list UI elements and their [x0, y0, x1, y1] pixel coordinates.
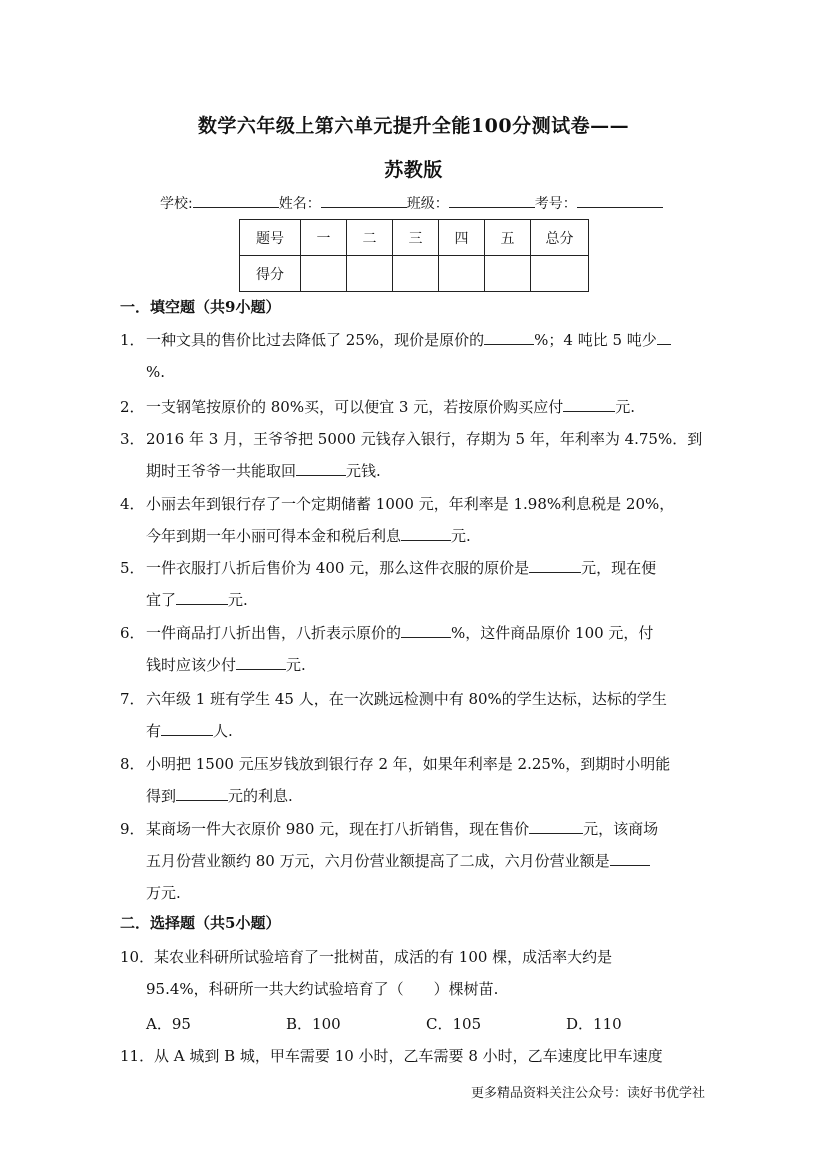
- score-row-label: 得分: [240, 256, 301, 292]
- answer-blank[interactable]: [161, 720, 213, 736]
- answer-blank[interactable]: [176, 785, 228, 801]
- name-blank[interactable]: [321, 193, 407, 208]
- answer-blank[interactable]: [236, 654, 286, 670]
- class-label: 班级：: [406, 196, 449, 212]
- option-a[interactable]: A．95: [146, 1015, 191, 1033]
- question-11: 11．从 A 城到 B 城，甲车需要 10 小时，乙车需要 8 小时，乙车速度比甲车速度: [120, 1047, 663, 1065]
- option-b[interactable]: B．100: [286, 1015, 341, 1033]
- score-table-score-row: [240, 256, 589, 292]
- answer-blank[interactable]: [529, 557, 581, 573]
- score-cell[interactable]: [301, 256, 347, 292]
- score-cell[interactable]: [531, 256, 589, 292]
- score-header-cell: 总分: [531, 220, 589, 256]
- name-label: 姓名：: [278, 196, 321, 212]
- score-table-header-row: [240, 220, 589, 256]
- option-d[interactable]: D．110: [566, 1015, 622, 1033]
- exam-title-line1: 数学六年级上第六单元提升全能100分测试卷——: [197, 115, 630, 137]
- answer-blank[interactable]: [610, 850, 650, 866]
- question-3: 3．2016 年 3 月，王爷爷把 5000 元钱存入银行，存期为 5 年，年利率为 4.75%．到 期时王爷爷一共能取回 元钱.: [120, 430, 703, 480]
- score-cell[interactable]: [485, 256, 531, 292]
- question-1: 1．一种文具的售价比过去降低了 25%，现价是原价的 %；4 吨比 5 吨少 %.: [120, 324, 710, 388]
- class-blank[interactable]: [449, 193, 535, 208]
- question-10-options: [146, 1013, 706, 1034]
- score-header-cell: 四: [439, 220, 485, 256]
- answer-blank[interactable]: [657, 329, 671, 345]
- section-fill-in-heading: 一．填空题（共9小题）: [120, 298, 281, 316]
- question-7: 7．六年级 1 班有学生 45 人，在一次跳远检测中有 80%的学生达标，达标的学生 有 人.: [120, 690, 667, 740]
- score-header-cell: 一: [301, 220, 347, 256]
- score-header-cell: 三: [393, 220, 439, 256]
- question-9: 9．某商场一件大衣原价 980 元，现在打八折销售，现在售价 元，该商场 五月份营业额约 80 万元，六月份营业额提高了二成，六月份营业额是 万元.: [120, 820, 659, 902]
- score-header-cell: 五: [485, 220, 531, 256]
- score-cell[interactable]: [439, 256, 485, 292]
- footer-note: 更多精品资料关注公众号：读好书优学社: [470, 1086, 705, 1101]
- answer-blank[interactable]: [401, 525, 451, 541]
- exam-number-blank[interactable]: [577, 193, 663, 208]
- answer-blank[interactable]: [296, 460, 346, 476]
- answer-blank[interactable]: [176, 589, 228, 605]
- score-table: [239, 219, 589, 292]
- question-2: 2．一支钢笔按原价的 80%买，可以便宜 3 元，若按原价购买应付 元.: [120, 398, 635, 416]
- question-4: 4．小丽去年到银行存了一个定期储蓄 1000 元，年利率是 1.98%利息税是 20%， 今年到期一年小丽可得本金和税后利息 元.: [120, 495, 675, 545]
- answer-blank[interactable]: [529, 818, 583, 834]
- answer-blank[interactable]: [401, 622, 451, 638]
- school-label: 学校:: [160, 196, 193, 212]
- answer-blank[interactable]: [484, 329, 534, 345]
- exam-title-line2: 苏教版: [384, 159, 443, 181]
- exam-number-label: 考号：: [534, 196, 577, 212]
- option-c[interactable]: C．105: [426, 1015, 482, 1033]
- score-header-cell: 题号: [240, 220, 301, 256]
- answer-blank[interactable]: [563, 396, 615, 412]
- question-8: 8．小明把 1500 元压岁钱放到银行存 2 年，如果年利率是 2.25%，到期时小明能 得到 元的利息.: [120, 755, 671, 805]
- question-5: 5．一件衣服打八折后售价为 400 元，那么这件衣服的原价是 元，现在便 宜了 元.: [120, 559, 657, 609]
- score-cell[interactable]: [347, 256, 393, 292]
- score-header-cell: 二: [347, 220, 393, 256]
- school-blank[interactable]: [193, 193, 279, 208]
- score-cell[interactable]: [393, 256, 439, 292]
- question-10: 10．某农业科研所试验培育了一批树苗，成活的有 100 棵，成活率大约是 95.4%，科研所一共大约试验培育了（ ）棵树苗.: [120, 948, 613, 998]
- student-info-row: [160, 193, 663, 213]
- question-6: 6．一件商品打八折出售，八折表示原价的 %，这件商品原价 100 元，付 钱时应该少付 元.: [120, 624, 654, 674]
- section-choice-heading: 二．选择题（共5小题）: [120, 914, 281, 932]
